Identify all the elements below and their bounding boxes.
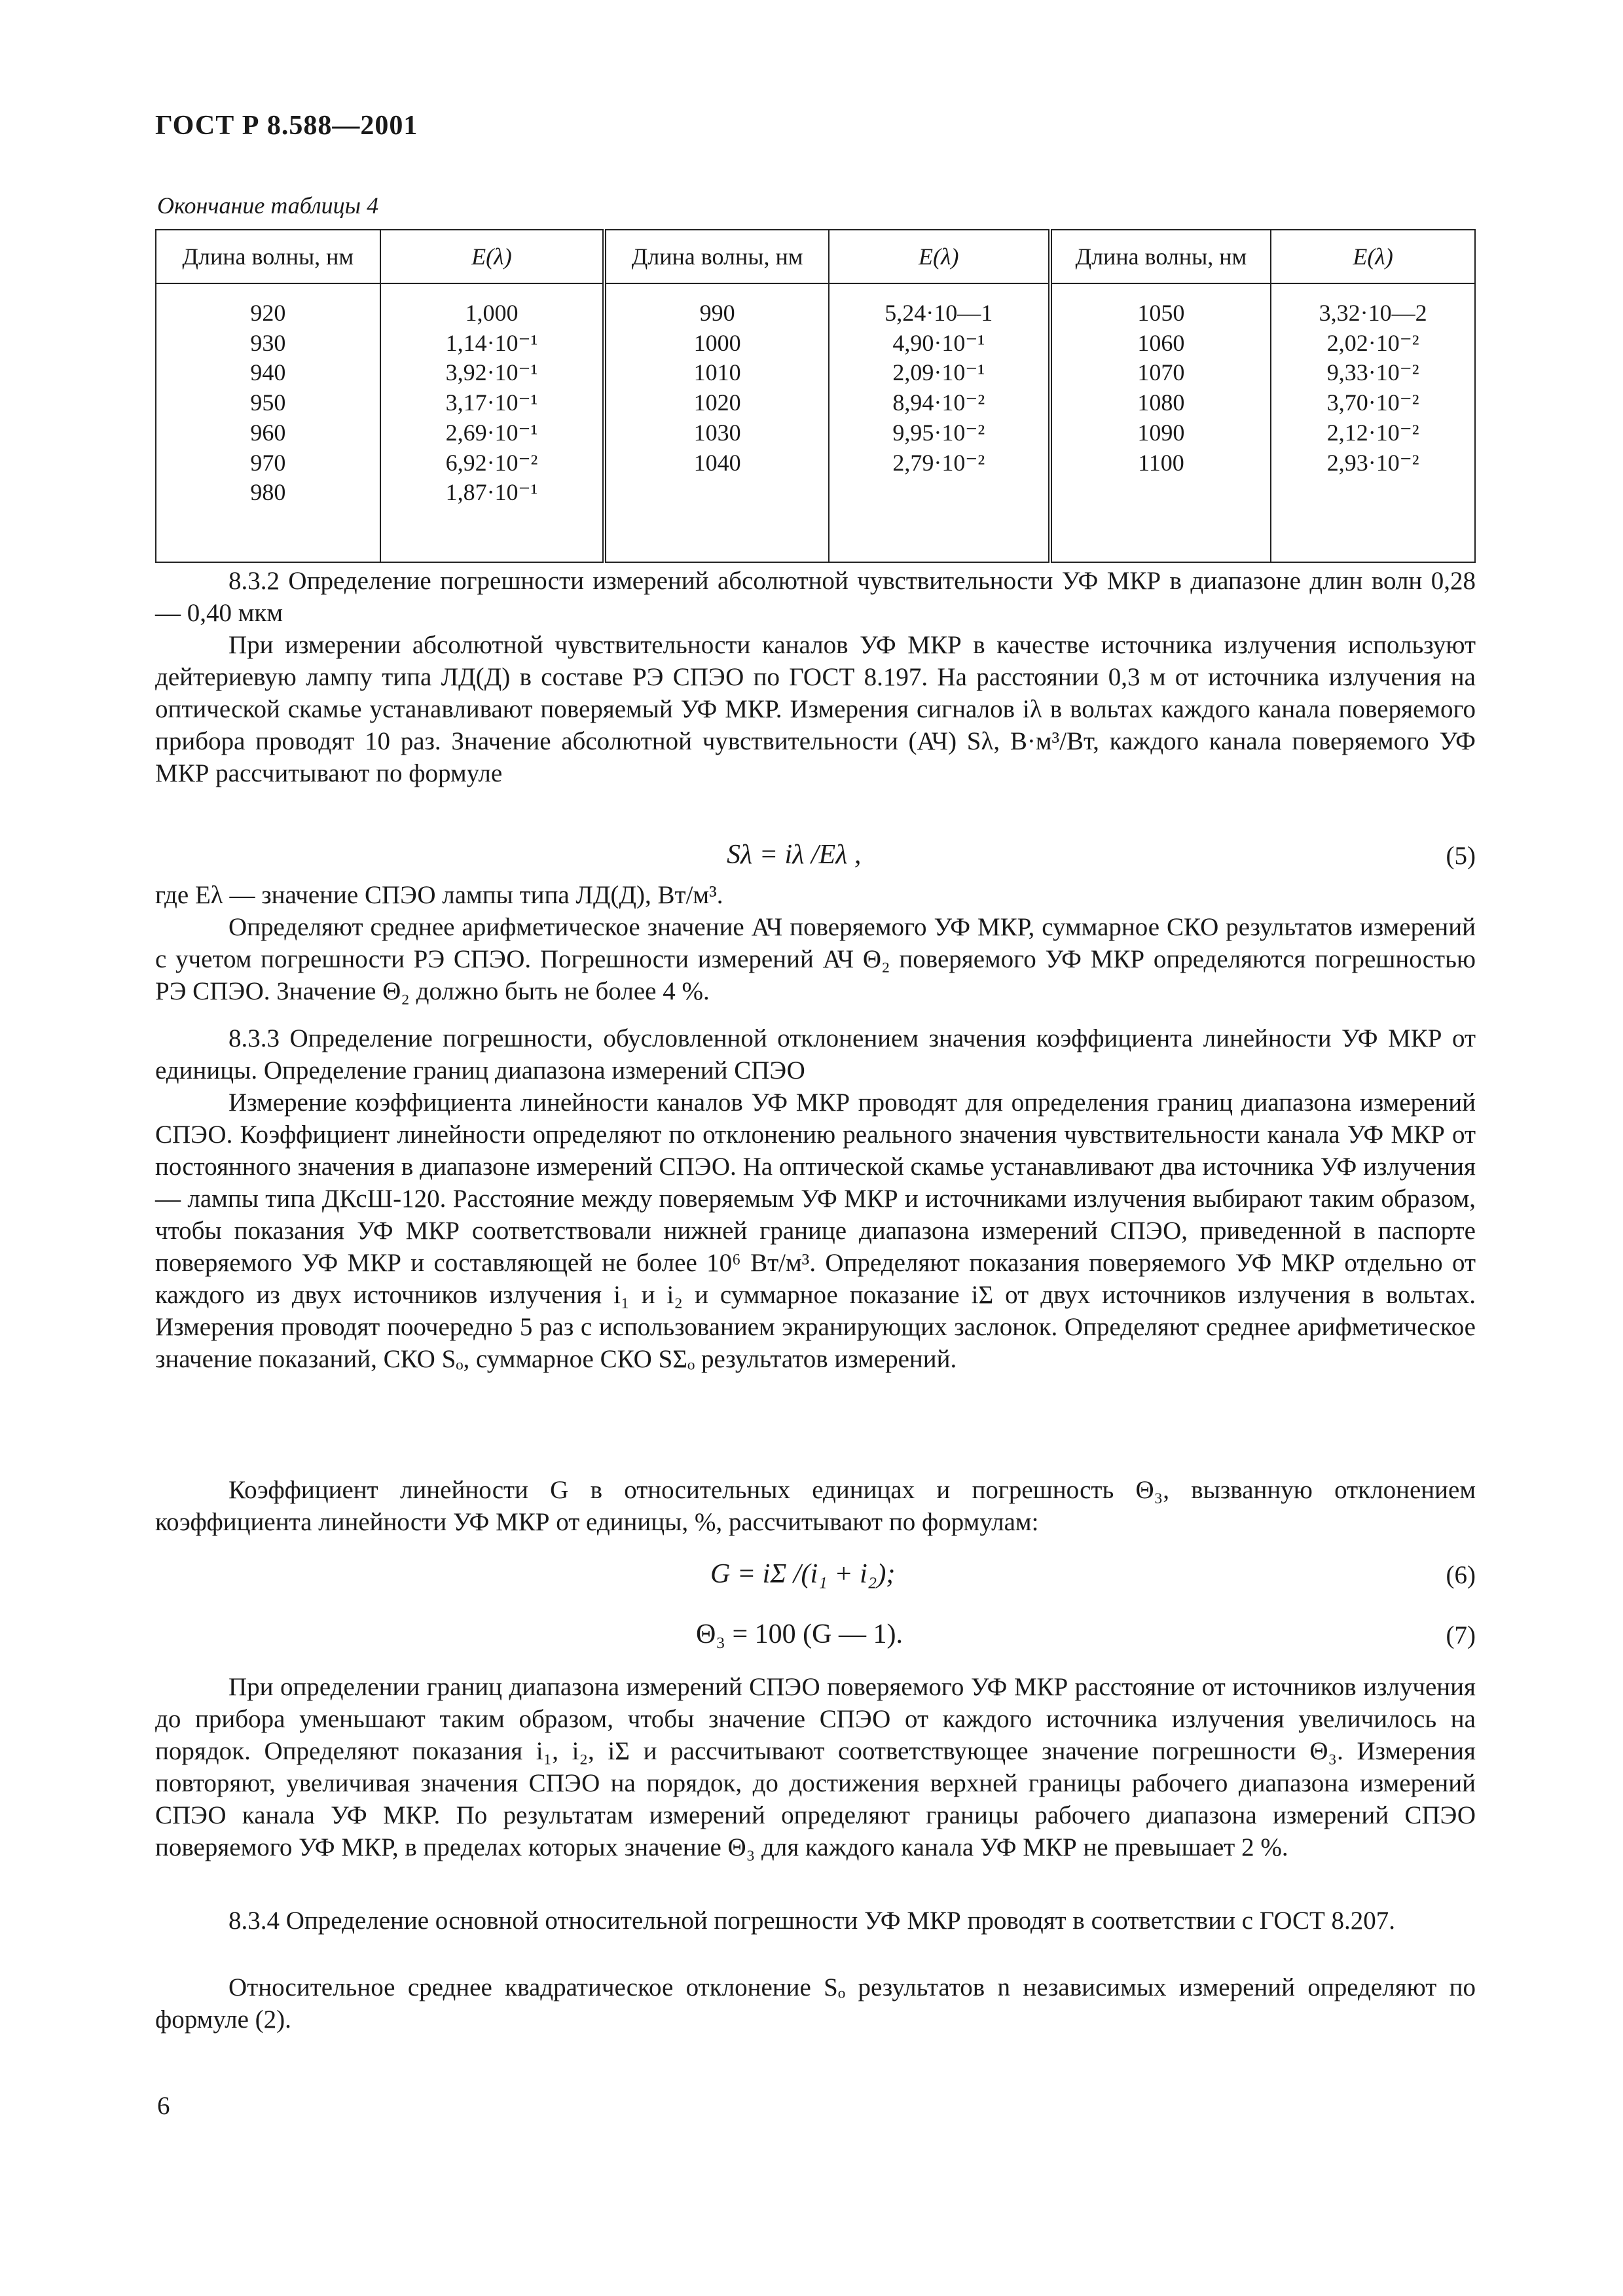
table-cell: 1,14·10⁻¹	[445, 329, 538, 356]
value-col-3	[1271, 283, 1475, 562]
wavelength-col-3	[1050, 283, 1271, 562]
table-cell: 1020	[693, 389, 741, 416]
formula-6-number: (6)	[1446, 1561, 1476, 1589]
formula-7-number: (7)	[1446, 1621, 1476, 1649]
table-cell: 960	[250, 419, 286, 446]
table-cell: 1010	[693, 359, 741, 386]
table-cell: 2,93·10⁻²	[1326, 449, 1419, 476]
col-header-wavelength-3: Длина волны, нм	[1050, 230, 1271, 283]
table-cell: 8,94·10⁻²	[892, 389, 985, 416]
section-8-3-2-body: При измерении абсолютной чувствительности каналов УФ МКР в качестве источника излучения используют дейтериевую лампу типа ЛД(Д) в составе РЭ СПЭО по ГОСТ 8.197. На расстоянии 0,3 м от источника излучения на оптической скамье устанавливают поверяемый УФ МКР. Измерения сигналов iλ в вольтах каждого канала поверяемого прибора проводят 10 раз. Значение абсолютной чувствительности (АЧ) Sλ, В·м³/Вт, каждого канала поверяемого УФ МКР рассчитывают по формуле	[155, 631, 1476, 787]
col-header-e-2: E(λ)	[829, 230, 1050, 283]
table-cell: 2,12·10⁻²	[1326, 419, 1419, 446]
table-cell: 2,09·10⁻¹	[892, 359, 985, 386]
table-cell: 1050	[1137, 300, 1185, 326]
table-cell: 990	[699, 300, 735, 326]
table-cell: 6,92·10⁻²	[445, 449, 538, 476]
col-header-e-3: E(λ)	[1271, 230, 1475, 283]
table-cell: 970	[250, 449, 286, 476]
wavelength-col-1	[156, 283, 380, 562]
table-cell: 1060	[1137, 329, 1185, 356]
section-8-3-2-tail: Определяют среднее арифметическое значение АЧ поверяемого УФ МКР, суммарное СКО результатов измерений с учетом погрешности РЭ СПЭО. Погрешности измерений АЧ Θ₂ поверяемого УФ МКР определяются погрешностью РЭ СПЭО. Значение Θ₂ должно быть не более 4 %.	[155, 913, 1476, 1005]
formula-5-number: (5)	[1446, 842, 1476, 870]
table-cell: 1030	[693, 419, 741, 446]
table-cell: 3,32·10—2	[1319, 300, 1427, 326]
table-cell: 1070	[1137, 359, 1185, 386]
formula-5: Sλ = iλ /Eλ ,	[727, 840, 862, 870]
table-cell: 1,000	[465, 300, 519, 326]
col-header-wavelength-2: Длина волны, нм	[604, 230, 829, 283]
table-body-row	[156, 283, 1475, 562]
table-cell: 940	[250, 359, 286, 386]
col-header-e-1: E(λ)	[380, 230, 605, 283]
table-cell: 2,69·10⁻¹	[445, 419, 538, 446]
formula-6: G = iΣ /(i₁ + i₂);	[710, 1559, 896, 1589]
value-col-2	[829, 283, 1050, 562]
table-header-row	[156, 230, 1475, 283]
wavelength-col-2	[604, 283, 829, 562]
table-cell: 920	[250, 300, 286, 326]
table-cell: 2,79·10⁻²	[892, 449, 985, 476]
formula-5-where: где Eλ — значение СПЭО лампы типа ЛД(Д), Вт/м³.	[155, 881, 723, 909]
section-8-3-3-coefficient: Коэффициент линейности G в относительных единицах и погрешность Θ₃, вызванную отклонением коэффициента линейности УФ МКР от единицы, %, рассчитывают по формулам:	[155, 1476, 1476, 1536]
table-cell: 3,70·10⁻²	[1326, 389, 1419, 416]
section-8-3-3-bounds: При определении границ диапазона измерений СПЭО поверяемого УФ МКР расстояние от источников излучения до прибора уменьшают таким образом, чтобы значение СПЭО от каждого источника излучения увеличилось на порядок. Определяют показания i₁, i₂, iΣ и рассчитывают соответствующее значение погрешности Θ₃. Измерения повторяют, увеличивая значения СПЭО на порядок, до достижения верхней границы рабочего диапазона измерений СПЭО канала УФ МКР. По результатам измерений определяют границы рабочего диапазона измерений СПЭО поверяемого УФ МКР, в пределах которых значение Θ₃ для каждого канала УФ МКР не превышает 2 %.	[155, 1673, 1476, 1861]
col-header-wavelength-1: Длина волны, нм	[156, 230, 380, 283]
table-cell: 9,95·10⁻²	[892, 419, 985, 446]
table-cell: 1,87·10⁻¹	[445, 479, 538, 506]
table-cell: 1080	[1137, 389, 1185, 416]
section-8-3-4-title: 8.3.4 Определение основной относительной погрешности УФ МКР проводят в соответствии с ГОСТ 8.207.	[228, 1907, 1396, 1935]
table-cell: 4,90·10⁻¹	[892, 329, 985, 356]
document-header: ГОСТ Р 8.588—2001	[155, 111, 418, 141]
table-cell: 1100	[1138, 449, 1184, 476]
section-8-3-3-title: 8.3.3 Определение погрешности, обусловленной отклонением значения коэффициента линейности УФ МКР от единицы. Определение границ диапазона измерений СПЭО	[155, 1024, 1476, 1085]
formula-7: Θ₃ = 100 (G — 1).	[696, 1619, 903, 1649]
table-cell: 1040	[693, 449, 741, 476]
table-cell: 930	[250, 329, 286, 356]
section-8-3-4-body: Относительное среднее квадратическое отклонение Sₒ результатов n независимых измерений определяют по формуле (2).	[155, 1973, 1476, 2034]
table-4	[155, 229, 1476, 563]
table-cell: 2,02·10⁻²	[1326, 329, 1419, 356]
section-8-3-3-body: Измерение коэффициента линейности каналов УФ МКР проводят для определения границ диапазона измерений СПЭО. Коэффициент линейности определяют по отклонению реального значения чувствительности канала УФ МКР от постоянного значения в диапазоне измерений СПЭО. На оптической скамье устанавливают два источника УФ излучения — лампы типа ДКсШ-120. Расстояние между поверяемым УФ МКР и источниками излучения выбирают таким образом, чтобы показания УФ МКР соответствовали нижней границе диапазона измерений СПЭО, приведенной в паспорте поверяемого УФ МКР и составляющей не более 10⁶ Вт/м³. Определяют показания поверяемого УФ МКР отдельно от каждого из двух источников излучения i₁ и i₂ и суммарное показание iΣ от двух источников излучения в вольтах. Измерения проводят поочередно 5 раз с использованием экранирующих заслонок. Определяют среднее арифметическое значение показаний, СКО Sₒ, суммарное СКО SΣₒ результатов измерений.	[155, 1088, 1476, 1373]
table-cell: 1090	[1137, 419, 1185, 446]
page-number: 6	[157, 2092, 170, 2120]
table-cell: 1000	[693, 329, 741, 356]
value-col-1	[380, 283, 605, 562]
table-cell: 980	[250, 479, 286, 506]
table-cell: 5,24·10—1	[884, 300, 993, 326]
section-8-3-2-title: 8.3.2 Определение погрешности измерений абсолютной чувствительности УФ МКР в диапазоне длин волн 0,28 — 0,40 мкм	[155, 567, 1476, 627]
table-cell: 9,33·10⁻²	[1326, 359, 1419, 386]
table-caption: Окончание таблицы 4	[157, 192, 379, 219]
table-cell: 950	[250, 389, 286, 416]
table-cell: 3,92·10⁻¹	[445, 359, 538, 386]
table-cell: 3,17·10⁻¹	[445, 389, 538, 416]
